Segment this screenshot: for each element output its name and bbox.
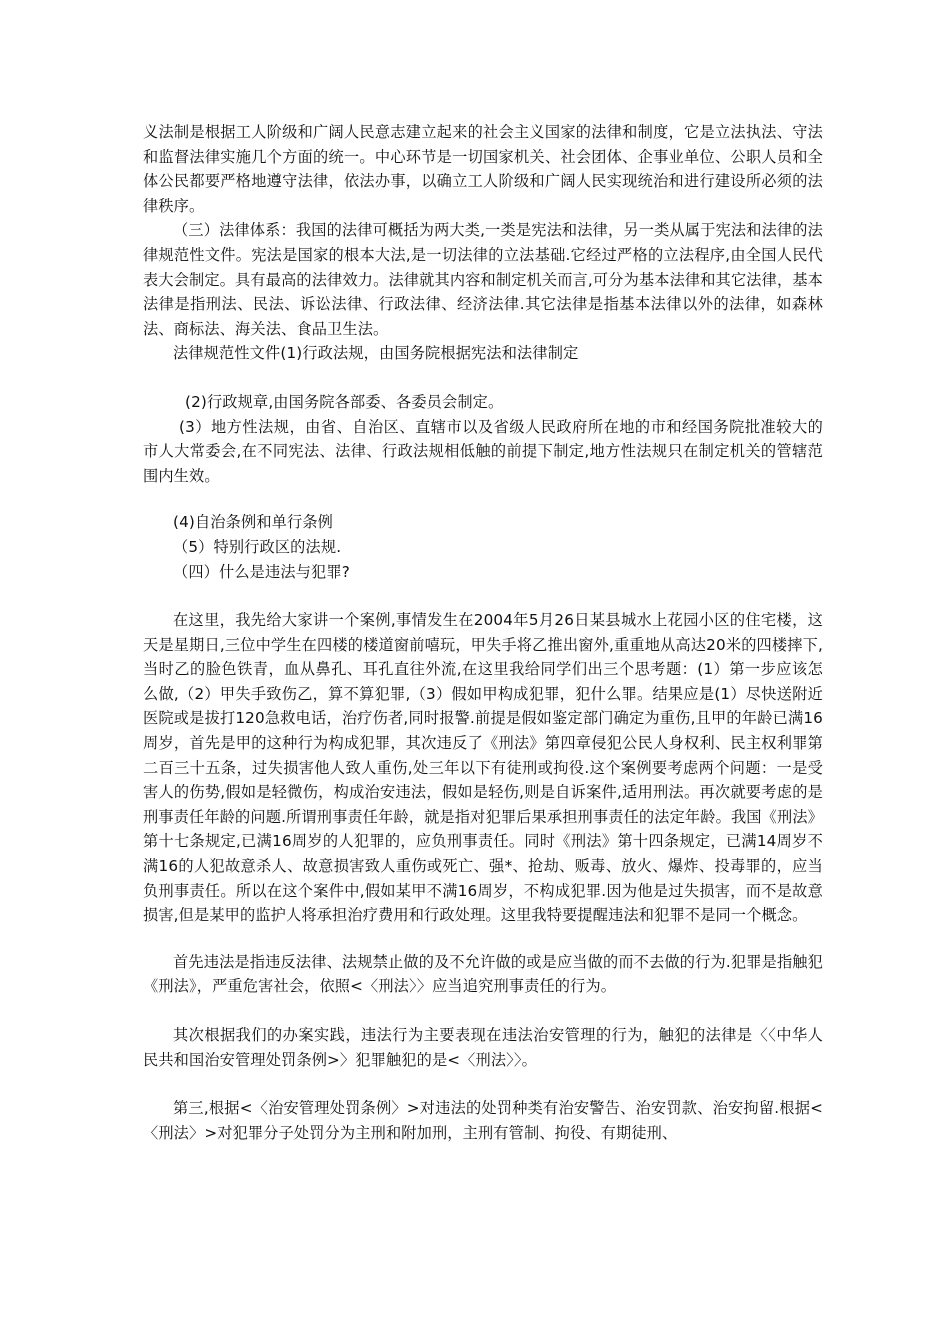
paragraph-local-regulations: (3）地方性法规，由省、自治区、直辖市以及省级人民政府所在地的市和经国务院批准较大的市人大常委会,在不同宪法、法律、行政法规相低触的前提下制定,地方性法规只在制定机关的管辖范围内生效。 — [143, 417, 823, 485]
paragraph-special-region-regulations: （5）特别行政区的法规. — [173, 537, 342, 556]
paragraph-penalty-types: 第三,根据<〈治安管理处罚条例〉>对违法的处罚种类有治安警告、治安罚款、治安拘留.根据<〈刑法〉>对犯罪分子处罚分为主刑和附加刑，主刑有管制、拘役、有期徒刑、 — [143, 1099, 823, 1142]
paragraph-administrative-rules: (2)行政规章,由国务院各部委、各委员会制定。 — [185, 392, 504, 411]
paragraph-normative-documents: 法律规范性文件(1)行政法规，由国务院根据宪法和法律制定 — [173, 344, 579, 363]
document-page — [143, 120, 823, 1145]
paragraph-case-example: 在这里，我先给大家讲一个案例,事情发生在2004年5月26日某县城水上花园小区的住宅楼，这天是星期日,三位中学生在四楼的楼道窗前嘻玩，甲失手将乙推出窗外,重重地从高达20米的四楼摔下,当时乙的脸色铁青，血从鼻孔、耳孔直往外流,在这里我给同学们出三个思考题：(1）第一步应该怎么做,（2）甲失手致伤乙，算不算犯罪,（3）假如甲构成犯罪，犯什么罪。结果应是(1）尽快送附近医院或是拔打120急救电话，治疗伤者,同时报警.前提是假如鉴定部门确定为重伤,且甲的年龄已满16周岁，首先是甲的这种行为构成犯罪，其次违反了《刑法》第四章侵犯公民人身权利、民主权利罪第二百三十五条，过失损害他人致人重伤,处三年以下有徒刑或拘役.这个案例要考虑两个问题：一是受害人的伤势,假如是轻微伤，构成治安违法，假如是轻伤,则是自诉案件,适用刑法。再次就要考虑的是刑事责任年龄的问题.所谓刑事责任年龄，就是指对犯罪后果承担刑事责任的法定年龄。我国《刑法》第十七条规定,已满16周岁的人犯罪的，应负刑事责任。同时《刑法》第十四条规定，已满14周岁不满16的人犯故意杀人、故意损害致人重伤或死亡、强*、抢劫、贩毒、放火、爆炸、投毒罪的，应当负刑事责任。所以在这个案件中,假如某甲不满16周岁，不构成犯罪.因为他是过失损害，而不是故意损害,但是某甲的监护人将承担治疗费用和行政处理。这里我特要提醒违法和犯罪不是同一个概念。 — [143, 611, 823, 925]
paragraph-socialist-legal-system: 义法制是根据工人阶级和广阔人民意志建立起来的社会主义国家的法律和制度，它是立法执法、守法和监督法律实施几个方面的统一。中心环节是一切国家机关、社会团体、企事业单位、公职人员和全体公民都要严格地遵守法律，依法办事，以确立工人阶级和广阔人民实现统治和进行建设所必须的法律秩序。 — [143, 123, 823, 215]
paragraph-practice-violation: 其次根据我们的办案实践，违法行为主要表现在违法治安管理的行为，触犯的法律是〈〈中华人民共和国治安管理处罚条例>〉犯罪触犯的是<〈刑法〉〉。 — [143, 1026, 823, 1069]
section-heading-violation-and-crime: （四）什么是违法与犯罪? — [173, 562, 350, 581]
paragraph-autonomous-regulations: (4)自治条例和单行条例 — [173, 513, 334, 532]
paragraph-legal-system: （三）法律体系：我国的法律可概括为两大类,一类是宪法和法律，另一类从属于宪法和法律的法律规范性文件。宪法是国家的根本大法,是一切法律的立法基础.它经过严格的立法程序,由全国人民代表大会制定。具有最高的法律效力。法律就其内容和制定机关而言,可分为基本法律和其它法律，基本法律是指刑法、民法、诉讼法律、行政法律、经济法律.其它法律是指基本法律以外的法律，如森林法、商标法、海关法、食品卫生法。 — [143, 221, 823, 338]
paragraph-definition-violation: 首先违法是指违反法律、法规禁止做的及不允许做的或是应当做的而不去做的行为.犯罪是指触犯《刑法》，严重危害社会，依照<〈刑法〉〉应当追究刑事责任的行为。 — [143, 952, 823, 996]
